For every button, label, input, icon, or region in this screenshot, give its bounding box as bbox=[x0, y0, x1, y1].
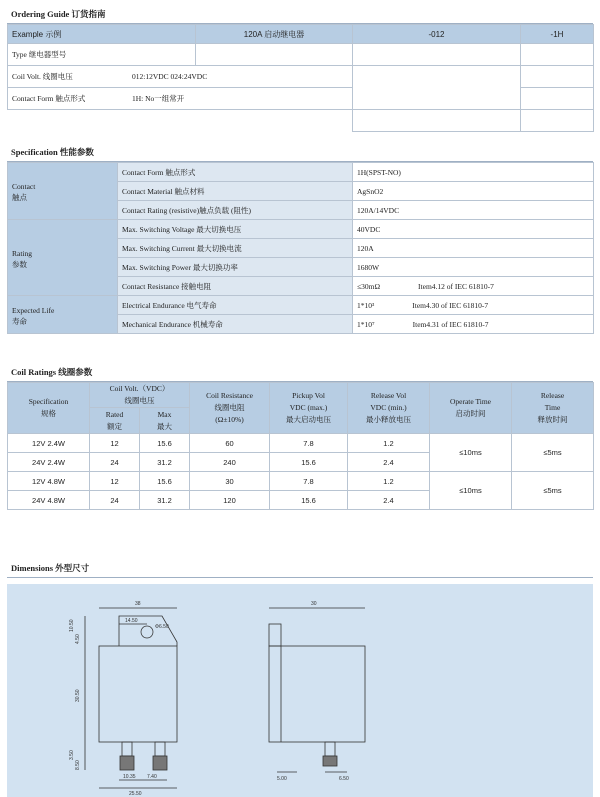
specification-title: Specification 性能参数 bbox=[7, 142, 593, 162]
contact-form-row bbox=[8, 88, 353, 110]
header-release-vol: Release Vol VDC (min.) 最小释放电压 bbox=[348, 383, 430, 434]
dimensions-title: Dimensions 外型尺寸 bbox=[7, 558, 593, 578]
type-code-cell bbox=[353, 44, 521, 66]
spec-item: Contact Material 触点材料 bbox=[118, 182, 353, 201]
spec-ref: Item4.31 of IEC 61810-7 bbox=[412, 319, 489, 329]
spec-value: ≤30mΩ Item4.12 of IEC 61810-7 bbox=[353, 277, 594, 296]
terminal-right bbox=[153, 756, 167, 770]
header-coil-resistance: Coil Resistance 线圈电阻 (Ω±10%) bbox=[190, 383, 270, 434]
coil-ratings-table bbox=[7, 382, 594, 510]
coil-row: 12V 4.8W 12 15.6 30 7.8 1.2 ≤10ms ≤5ms bbox=[8, 472, 594, 491]
coil-ratings-title: Coil Ratings 线圈参数 bbox=[7, 362, 593, 382]
spec-item: Contact Form 触点形式 bbox=[118, 163, 353, 182]
terminal-left bbox=[120, 756, 134, 770]
example-code: -012 bbox=[353, 25, 521, 44]
mount-hole bbox=[141, 626, 153, 638]
blank-cell bbox=[8, 110, 353, 132]
dim-left-a: 10.50 bbox=[69, 619, 75, 632]
ordering-guide-section bbox=[7, 4, 593, 132]
contact-code-cell bbox=[353, 88, 521, 110]
header-operate-time: Operate Time 启动时间 bbox=[430, 383, 512, 434]
example-label: Example 示例 bbox=[8, 25, 196, 44]
dim-base: 25.50 bbox=[129, 791, 142, 797]
category-label: Contact bbox=[12, 182, 36, 191]
spec-ref: Item4.12 of IEC 61810-7 bbox=[418, 281, 494, 291]
example-suffix: -1H bbox=[521, 25, 594, 44]
spec-value: 120A bbox=[353, 239, 594, 258]
coil-volt-label: Coil Volt. 线圈电压 bbox=[12, 72, 73, 81]
dimensions-section bbox=[7, 558, 593, 797]
pin-left bbox=[122, 742, 132, 756]
spec-category-life bbox=[8, 296, 118, 334]
spec-value: 120A/14VDC bbox=[353, 201, 594, 220]
header-coil-volt: Coil Volt.（VDC） 线圈电压 bbox=[90, 383, 190, 408]
spec-category-contact bbox=[8, 163, 118, 220]
header-pickup-vol: Pickup Vol VDC (max.) 最大启动电压 bbox=[270, 383, 348, 434]
category-label: Rating bbox=[12, 248, 32, 258]
operate-time-b: ≤10ms bbox=[430, 472, 512, 510]
spec-value: 1H(SPST-NO) bbox=[353, 163, 594, 182]
contact-form-value: 1H: No一组常开 bbox=[132, 94, 185, 103]
category-label-cn: 参数 bbox=[12, 259, 27, 269]
release-time-a: ≤5ms bbox=[512, 434, 594, 472]
contact-suffix-cell bbox=[521, 88, 594, 110]
ordering-guide-table bbox=[7, 24, 594, 132]
dim-hole-dia: Φ6.50 bbox=[155, 624, 169, 630]
category-label-cn: 寿命 bbox=[12, 316, 27, 326]
release-time-b: ≤5ms bbox=[512, 472, 594, 510]
spec-item: Contact Resistance 接触电阻 bbox=[118, 277, 353, 296]
dim-top-width: 38 bbox=[135, 601, 141, 607]
spec-value: 1680W bbox=[353, 258, 594, 277]
operate-time-a: ≤10ms bbox=[430, 434, 512, 472]
type-cell bbox=[196, 44, 353, 66]
specification-table bbox=[7, 162, 594, 334]
relay-outline-drawing bbox=[7, 584, 593, 797]
coil-ratings-section bbox=[7, 362, 593, 510]
dim-left-b: 4.50 bbox=[75, 634, 81, 644]
type-suffix-cell bbox=[521, 44, 594, 66]
spec-ref: Item4.30 of IEC 61810-7 bbox=[412, 300, 489, 310]
side-pin bbox=[325, 742, 335, 756]
dim-side-pin: 6.50 bbox=[339, 776, 349, 782]
coil-row: 24V 4.8W 24 31.2 120 15.6 2.4 bbox=[8, 491, 594, 510]
front-body bbox=[99, 646, 177, 742]
spec-item: Mechanical Endurance 机械寿命 bbox=[118, 315, 353, 334]
specification-section bbox=[7, 142, 593, 334]
pin-right bbox=[155, 742, 165, 756]
spec-value: 1*10⁷ Item4.31 of IEC 61810-7 bbox=[353, 315, 594, 334]
dim-pin-b: 7.40 bbox=[147, 774, 157, 780]
ordering-guide-title: Ordering Guide 订货指南 bbox=[7, 4, 593, 24]
header-specification: Specification 规格 bbox=[8, 383, 90, 434]
spec-item: Max. Switching Power 最大切换功率 bbox=[118, 258, 353, 277]
header-max: Max 最大 bbox=[140, 408, 190, 434]
dimensions-drawing bbox=[7, 584, 593, 797]
spec-value: 40VDC bbox=[353, 220, 594, 239]
spec-category-rating bbox=[8, 220, 118, 296]
header-release-time: Release Time 释放时间 bbox=[512, 383, 594, 434]
coil-volt-row bbox=[8, 66, 353, 88]
dim-height: 30.50 bbox=[75, 689, 81, 702]
contact-form-label: Contact Form 触点形式 bbox=[12, 94, 86, 103]
dim-pin-a: 10.35 bbox=[123, 774, 136, 780]
coil-volt-value: 012:12VDC 024:24VDC bbox=[132, 72, 208, 81]
category-label: Expected Life bbox=[12, 305, 55, 315]
side-terminal bbox=[323, 756, 337, 766]
side-body bbox=[269, 646, 365, 742]
dim-bottom-a: 3.50 bbox=[69, 750, 75, 760]
spec-item: Contact Rating (resistive)触点负载 (阻性) bbox=[118, 201, 353, 220]
coil-row: 12V 2.4W 12 15.6 60 7.8 1.2 ≤10ms ≤5ms bbox=[8, 434, 594, 453]
side-bracket bbox=[269, 624, 281, 646]
type-label: Type 继电器型号 bbox=[8, 44, 196, 66]
spec-item: Electrical Endurance 电气寿命 bbox=[118, 296, 353, 315]
header-rated: Rated 额定 bbox=[90, 408, 140, 434]
dim-side-width: 30 bbox=[311, 601, 317, 607]
category-label-cn: 触点 bbox=[12, 193, 27, 202]
spec-item: Max. Switching Current 最大切换电流 bbox=[118, 239, 353, 258]
dim-hole-span: 14.50 bbox=[125, 618, 138, 624]
coil-row: 24V 2.4W 24 31.2 240 15.6 2.4 bbox=[8, 453, 594, 472]
coil-suffix-cell bbox=[521, 66, 594, 88]
spec-item: Max. Switching Voltage 最大切换电压 bbox=[118, 220, 353, 239]
blank-code-cell bbox=[353, 110, 521, 132]
example-model: 120A 启动继电器 bbox=[196, 25, 353, 44]
coil-code-cell bbox=[353, 66, 521, 88]
blank-suffix-cell bbox=[521, 110, 594, 132]
spec-value: 1*10³ Item4.30 of IEC 61810-7 bbox=[353, 296, 594, 315]
spec-value: AgSnO2 bbox=[353, 182, 594, 201]
dim-bottom-b: 8.50 bbox=[75, 760, 81, 770]
dim-side-foot: 5.00 bbox=[277, 776, 287, 782]
